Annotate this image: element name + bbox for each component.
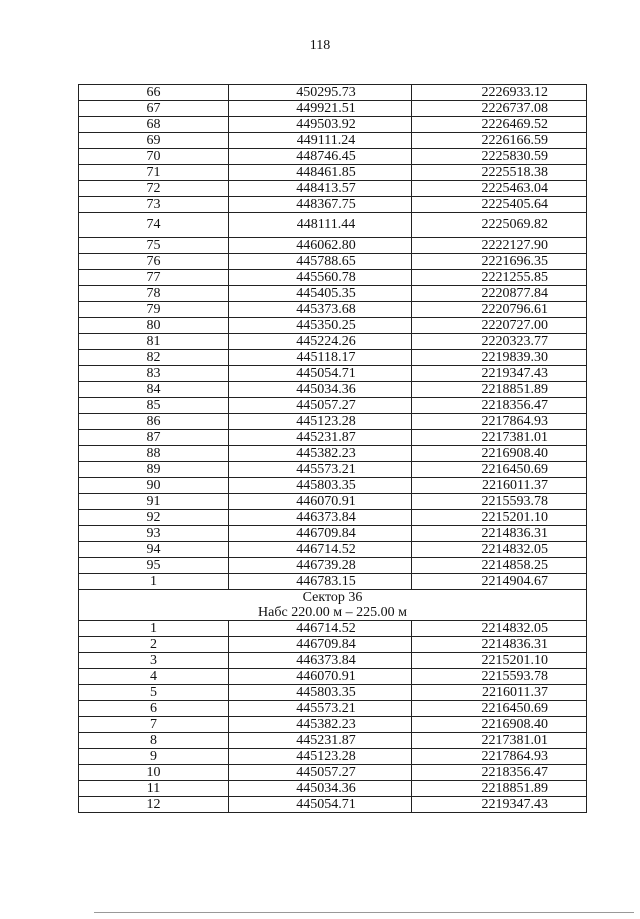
x-coordinate-cell: 448746.45: [229, 149, 412, 165]
x-coordinate-cell: 446070.91: [229, 669, 412, 685]
table-row: [79, 526, 587, 542]
point-number-cell: 94: [79, 542, 229, 558]
sector-title: Сектор 36: [302, 590, 363, 605]
y-coordinate-cell: 2220727.00: [412, 318, 587, 334]
point-number-cell: 4: [79, 669, 229, 685]
y-coordinate-cell: 2221696.35: [412, 254, 587, 270]
y-coordinate-cell: 2217381.01: [412, 733, 587, 749]
x-coordinate-cell: 449921.51: [229, 101, 412, 117]
x-coordinate-cell: 446783.15: [229, 574, 412, 590]
table-row: [79, 749, 587, 765]
point-number-cell: 72: [79, 181, 229, 197]
point-number-cell: 83: [79, 366, 229, 382]
table-row: [79, 430, 587, 446]
point-number-cell: 3: [79, 653, 229, 669]
y-coordinate-cell: 2215593.78: [412, 669, 587, 685]
y-coordinate-cell: 2215201.10: [412, 510, 587, 526]
table-row: [79, 181, 587, 197]
point-number-cell: 70: [79, 149, 229, 165]
sector-header-cell: [79, 590, 587, 621]
point-number-cell: 10: [79, 765, 229, 781]
y-coordinate-cell: 2226469.52: [412, 117, 587, 133]
y-coordinate-cell: 2225069.82: [412, 213, 587, 238]
y-coordinate-cell: 2214832.05: [412, 621, 587, 637]
point-number-cell: 75: [79, 238, 229, 254]
y-coordinate-cell: 2220796.61: [412, 302, 587, 318]
y-coordinate-cell: 2216011.37: [412, 685, 587, 701]
table-row: [79, 85, 587, 101]
table-row: [79, 382, 587, 398]
point-number-cell: 86: [79, 414, 229, 430]
y-coordinate-cell: 2219347.43: [412, 797, 587, 813]
table-row: [79, 254, 587, 270]
x-coordinate-cell: 449111.24: [229, 133, 412, 149]
y-coordinate-cell: 2214904.67: [412, 574, 587, 590]
x-coordinate-cell: 445350.25: [229, 318, 412, 334]
y-coordinate-cell: 2220323.77: [412, 334, 587, 350]
x-coordinate-cell: 449503.92: [229, 117, 412, 133]
x-coordinate-cell: 445118.17: [229, 350, 412, 366]
y-coordinate-cell: 2217864.93: [412, 414, 587, 430]
y-coordinate-cell: 2225405.64: [412, 197, 587, 213]
point-number-cell: 87: [79, 430, 229, 446]
x-coordinate-cell: 446709.84: [229, 526, 412, 542]
table-row: [79, 637, 587, 653]
x-coordinate-cell: 448461.85: [229, 165, 412, 181]
y-coordinate-cell: 2222127.90: [412, 238, 587, 254]
table-row: [79, 669, 587, 685]
x-coordinate-cell: 445382.23: [229, 446, 412, 462]
x-coordinate-cell: 445057.27: [229, 765, 412, 781]
x-coordinate-cell: 445054.71: [229, 366, 412, 382]
x-coordinate-cell: 448111.44: [229, 213, 412, 238]
table-section-b: [79, 621, 587, 813]
x-coordinate-cell: 445788.65: [229, 254, 412, 270]
x-coordinate-cell: 445803.35: [229, 685, 412, 701]
point-number-cell: 88: [79, 446, 229, 462]
page-bottom-edge: [94, 912, 634, 913]
table-row: [79, 302, 587, 318]
table-row: [79, 510, 587, 526]
x-coordinate-cell: 445123.28: [229, 749, 412, 765]
table-row: [79, 286, 587, 302]
y-coordinate-cell: 2218356.47: [412, 398, 587, 414]
table-row: [79, 574, 587, 590]
table-row: [79, 717, 587, 733]
table-row: [79, 197, 587, 213]
y-coordinate-cell: 2221255.85: [412, 270, 587, 286]
point-number-cell: 6: [79, 701, 229, 717]
page-number: 118: [309, 38, 331, 53]
table-row: [79, 334, 587, 350]
table-row: [79, 350, 587, 366]
y-coordinate-cell: 2216450.69: [412, 462, 587, 478]
table-row: [79, 685, 587, 701]
point-number-cell: 68: [79, 117, 229, 133]
y-coordinate-cell: 2214836.31: [412, 526, 587, 542]
y-coordinate-cell: 2218851.89: [412, 382, 587, 398]
table-row: [79, 765, 587, 781]
table-row: [79, 213, 587, 238]
x-coordinate-cell: 448367.75: [229, 197, 412, 213]
y-coordinate-cell: 2216908.40: [412, 717, 587, 733]
point-number-cell: 84: [79, 382, 229, 398]
x-coordinate-cell: 446062.80: [229, 238, 412, 254]
y-coordinate-cell: 2216450.69: [412, 701, 587, 717]
x-coordinate-cell: 445573.21: [229, 462, 412, 478]
table-row: [79, 101, 587, 117]
x-coordinate-cell: 445054.71: [229, 797, 412, 813]
point-number-cell: 1: [79, 621, 229, 637]
table-row: [79, 558, 587, 574]
y-coordinate-cell: 2214858.25: [412, 558, 587, 574]
table-row: [79, 462, 587, 478]
x-coordinate-cell: 445034.36: [229, 781, 412, 797]
y-coordinate-cell: 2216908.40: [412, 446, 587, 462]
y-coordinate-cell: 2218851.89: [412, 781, 587, 797]
x-coordinate-cell: 446714.52: [229, 542, 412, 558]
y-coordinate-cell: 2225830.59: [412, 149, 587, 165]
table-row: [79, 366, 587, 382]
sector-subtitle: Набс 220.00 м – 225.00 м: [258, 605, 407, 620]
point-number-cell: 7: [79, 717, 229, 733]
point-number-cell: 90: [79, 478, 229, 494]
x-coordinate-cell: 445405.35: [229, 286, 412, 302]
y-coordinate-cell: 2215593.78: [412, 494, 587, 510]
y-coordinate-cell: 2226737.08: [412, 101, 587, 117]
point-number-cell: 89: [79, 462, 229, 478]
table-row: [79, 446, 587, 462]
x-coordinate-cell: 445123.28: [229, 414, 412, 430]
point-number-cell: 11: [79, 781, 229, 797]
x-coordinate-cell: 445224.26: [229, 334, 412, 350]
x-coordinate-cell: 445231.87: [229, 430, 412, 446]
point-number-cell: 2: [79, 637, 229, 653]
y-coordinate-cell: 2226933.12: [412, 85, 587, 101]
point-number-cell: 92: [79, 510, 229, 526]
y-coordinate-cell: 2218356.47: [412, 765, 587, 781]
point-number-cell: 91: [79, 494, 229, 510]
sector-header-row: [79, 590, 587, 621]
x-coordinate-cell: 445231.87: [229, 733, 412, 749]
y-coordinate-cell: 2216011.37: [412, 478, 587, 494]
table-row: [79, 653, 587, 669]
point-number-cell: 9: [79, 749, 229, 765]
x-coordinate-cell: 445573.21: [229, 701, 412, 717]
point-number-cell: 74: [79, 213, 229, 238]
x-coordinate-cell: 448413.57: [229, 181, 412, 197]
x-coordinate-cell: 445803.35: [229, 478, 412, 494]
x-coordinate-cell: 446373.84: [229, 510, 412, 526]
x-coordinate-cell: 445034.36: [229, 382, 412, 398]
y-coordinate-cell: 2214836.31: [412, 637, 587, 653]
point-number-cell: 95: [79, 558, 229, 574]
point-number-cell: 8: [79, 733, 229, 749]
point-number-cell: 80: [79, 318, 229, 334]
point-number-cell: 81: [79, 334, 229, 350]
point-number-cell: 73: [79, 197, 229, 213]
table-row: [79, 238, 587, 254]
x-coordinate-cell: 446739.28: [229, 558, 412, 574]
table-row: [79, 133, 587, 149]
y-coordinate-cell: 2215201.10: [412, 653, 587, 669]
x-coordinate-cell: 445382.23: [229, 717, 412, 733]
y-coordinate-cell: 2225518.38: [412, 165, 587, 181]
table-row: [79, 797, 587, 813]
table-row: [79, 781, 587, 797]
point-number-cell: 67: [79, 101, 229, 117]
table-row: [79, 621, 587, 637]
coordinates-table: [78, 84, 587, 813]
table-row: [79, 494, 587, 510]
table-row: [79, 398, 587, 414]
y-coordinate-cell: 2225463.04: [412, 181, 587, 197]
point-number-cell: 78: [79, 286, 229, 302]
table-row: [79, 733, 587, 749]
y-coordinate-cell: 2217864.93: [412, 749, 587, 765]
point-number-cell: 5: [79, 685, 229, 701]
point-number-cell: 93: [79, 526, 229, 542]
x-coordinate-cell: 446709.84: [229, 637, 412, 653]
y-coordinate-cell: 2219347.43: [412, 366, 587, 382]
point-number-cell: 77: [79, 270, 229, 286]
x-coordinate-cell: 446714.52: [229, 621, 412, 637]
point-number-cell: 85: [79, 398, 229, 414]
y-coordinate-cell: 2226166.59: [412, 133, 587, 149]
table-row: [79, 270, 587, 286]
y-coordinate-cell: 2214832.05: [412, 542, 587, 558]
x-coordinate-cell: 445057.27: [229, 398, 412, 414]
sector-header: [79, 590, 587, 621]
table-row: [79, 701, 587, 717]
table-section-a: [79, 85, 587, 590]
x-coordinate-cell: 446070.91: [229, 494, 412, 510]
y-coordinate-cell: 2220877.84: [412, 286, 587, 302]
table-row: [79, 117, 587, 133]
table-row: [79, 478, 587, 494]
y-coordinate-cell: 2219839.30: [412, 350, 587, 366]
point-number-cell: 1: [79, 574, 229, 590]
point-number-cell: 66: [79, 85, 229, 101]
table-row: [79, 165, 587, 181]
x-coordinate-cell: 445373.68: [229, 302, 412, 318]
point-number-cell: 79: [79, 302, 229, 318]
table-row: [79, 542, 587, 558]
x-coordinate-cell: 445560.78: [229, 270, 412, 286]
x-coordinate-cell: 446373.84: [229, 653, 412, 669]
point-number-cell: 71: [79, 165, 229, 181]
point-number-cell: 69: [79, 133, 229, 149]
point-number-cell: 82: [79, 350, 229, 366]
y-coordinate-cell: 2217381.01: [412, 430, 587, 446]
point-number-cell: 76: [79, 254, 229, 270]
x-coordinate-cell: 450295.73: [229, 85, 412, 101]
table-row: [79, 149, 587, 165]
point-number-cell: 12: [79, 797, 229, 813]
table-row: [79, 318, 587, 334]
table-row: [79, 414, 587, 430]
